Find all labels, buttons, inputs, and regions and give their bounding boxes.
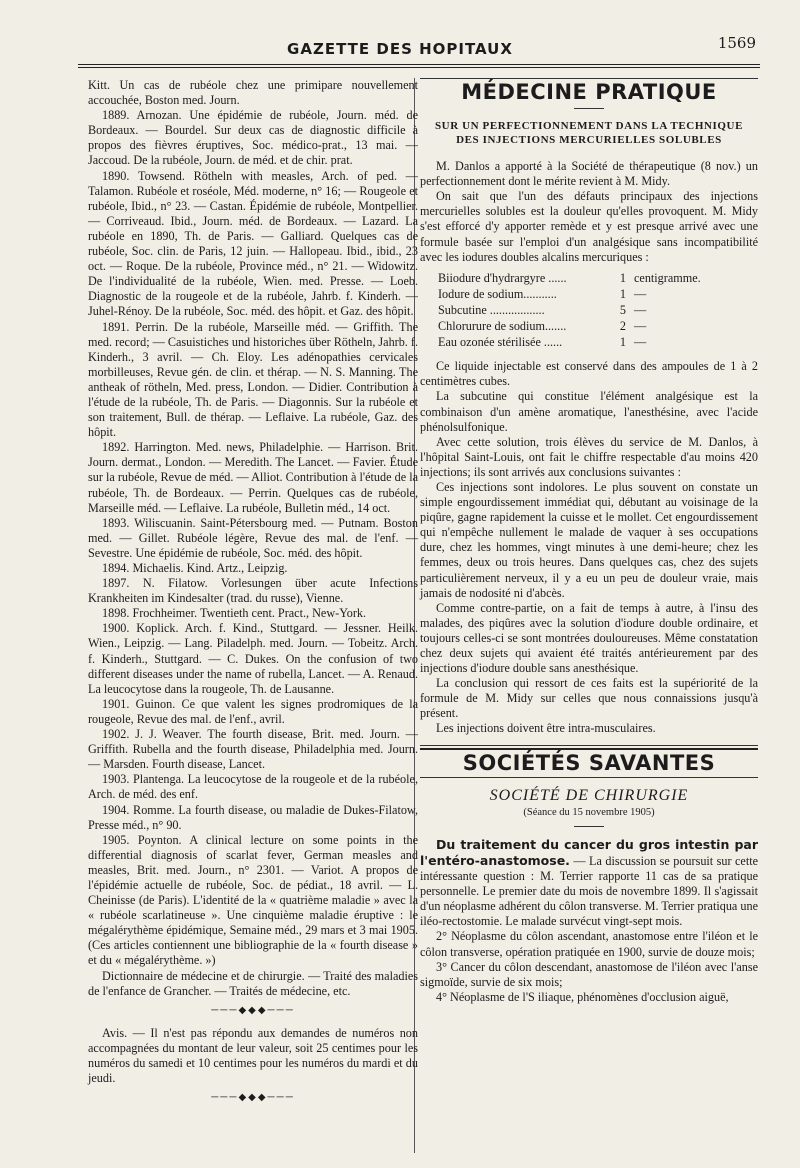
header-rule-double (78, 67, 760, 68)
formula-quantity: 1 (619, 286, 626, 301)
article-paragraph: Avec cette solution, trois élèves du service de M. Danlos, à l'hôpital Saint-Louis, ont fait le chiffre respectable d'au moins 420 injections; ils sont arrivés aux conclusions suivantes : (420, 434, 758, 479)
formula-ingredient: Eau ozonée stérilisée ...... (438, 335, 563, 350)
article-paragraph: Ce liquide injectable est conservé dans des ampoules de 1 à 2 centimètres cubes. (420, 359, 758, 389)
bibliography-entry: 1903. Plantenga. La leucocytose de la rougeole et de la rubéole, Arch. de méd. des enf. (88, 772, 418, 802)
bibliography-entry: 1893. Wiliscuanin. Saint-Pétersbourg med. — Putnam. Boston med. — Gillet. Rubéole légère, Revue des mal. de l'enf. — Sevestre. Une épidémie de rubéole, Soc. méd. des hôpit. (88, 515, 418, 560)
running-header-title: GAZETTE DES HOPITAUX (287, 40, 513, 58)
short-rule (574, 826, 604, 827)
formula-row (438, 287, 705, 303)
article-body: — La discussion se poursuit sur cette intéressante question : M. Terrier rapporte 11 cas de sa pratique personnelle. Le premier date du mois de novembre 1899. Il s'agissait d'un néoplasme adhérent du côlon transverse. M. Terrier pratiqua une iléo-rectostomie. Le malade survécut vingt-sept mois. (420, 853, 759, 929)
bibliography-entry: 1890. Towsend. Rötheln with measles, Arch. of ped. — Talamon. Rubéole et roséole, Méd. moderne, n° 16; — Rougeole et rubéole, Ibid., n° 23. — Castan. Épidémie de rubéole, Montpellier. — Corriveaud. Ibid., Journ. méd. de Bordeaux. — Lazard. La rubéole en 1890, Th. de Paris. — Galliard. Quelques cas de rubéole, Soc. clin. de Paris, 12 juin. — Hallopeau. Ibid., ibid., 23 oct. — Roque. De la rubéole, Province méd., n° 21. — Widowitz. De l'individualité de la rubéole, Wien. med. Presse. — Loeb. Diagnostic de la rougeole et de la rubéole, Jahrb. f. Kinderh. — Juhel-Rénoy. De la rubéole, Soc. méd. des hôpit. et Gaz. des hôpit. (88, 168, 418, 319)
bibliography-entry: 1889. Arnozan. Une épidémie de rubéole, Journ. méd. de Bordeaux. — Bourdel. Sur deux cas de diagnostic difficile à propos des fièvres éruptives, Soc. médico-prat., 13 mai. — Jaccoud. De la rubéole, Journ. de méd. et de chir. prat. (88, 108, 418, 168)
article-paragraph: M. Danlos a apporté à la Société de thérapeutique (8 nov.) un perfectionnement dont le mérite revient à M. Midy. (420, 159, 758, 189)
formula-unit: centigramme. (634, 270, 701, 285)
ornament-divider: ───◆◆◆─── (211, 1004, 295, 1016)
page-number: 1569 (717, 34, 756, 52)
bibliography-entry: Kitt. Un cas de rubéole chez une primipare nouvellement accouchée, Boston med. Journ. (88, 78, 418, 108)
formula-quantity: 1 (619, 335, 626, 350)
subscription-notice: Avis. — Il n'est pas répondu aux demandes de numéros non accompagnées du montant de leur valeur, soit 25 centimes pour les numéros du samedi et 10 centimes pour les numéros du mardi et du jeudi. (88, 1025, 418, 1086)
bibliography-entry: 1901. Guinon. Ce que valent les signes prodromiques de la rougeole, Revue des mal. de l'enf., avril. (88, 696, 418, 726)
formula-quantity: 1 (619, 270, 626, 285)
formula-row (438, 303, 705, 319)
formula-row (438, 271, 705, 287)
article-paragraph: Ces injections sont indolores. Le plus souvent on constate un simple engourdissement immédiat qui, débutant au voisinage de la piqûre, gagne rapidement la cuisse et le mollet. Cet engourdissement qui n'empêche nullement le malade de vaquer à ses occupations dure, chez les hommes, vingt minutes à une demi-heure; chez les femmes, deux ou trois heures. Dans quelques cas, chez des sujets particulièrement nerveux, il y a eu un peu de douleur vraie, mais jamais de nodosité ni d'abcès. (420, 479, 758, 600)
society-name: SOCIÉTÉ DE CHIRURGIE (489, 786, 689, 804)
section-rule-thick (420, 748, 758, 750)
session-date: (Séance du 15 novembre 1905) (523, 806, 655, 818)
header-rule (78, 64, 760, 65)
case-item: 2° Néoplasme du côlon ascendant, anastomose entre l'iléon et le côlon transverse, opération pratiquée en 1900, survie de douze mois; (420, 929, 758, 959)
section-title-societes-savantes: SOCIÉTÉS SAVANTES (462, 750, 716, 775)
article-paragraph: Comme contre-partie, on a fait de temps à autre, à l'insu des malades, des piqûres avec la solution d'iodure double ordinaire, et toujours celles-ci se sont montrées douloureuses. Même constatation chez deux sujets qui avaient été traités antérieurement par des injections d'iodure double sans anesthésique. (420, 600, 758, 676)
short-rule (574, 108, 604, 109)
formula-row (438, 335, 705, 351)
ornament-divider-bottom: ───◆◆◆─── (211, 1092, 295, 1104)
article-lead: Du traitement du cancer du gros intestin par l'entéro-anastomose. (420, 836, 758, 868)
formula-ingredient: Iodure de sodium........... (438, 286, 557, 301)
bibliography-entry: 1902. J. J. Weaver. The fourth disease, Brit. med. Journ. — Griffith. Rubella and the fourth disease, Philadelphia med. Journ. — Marsden. Fourth disease, Lancet. (88, 727, 418, 772)
section-rule (420, 777, 758, 778)
formula-row (438, 319, 705, 335)
article-paragraph: La subcutine qui constitue l'élément analgésique est la combinaison d'un amène aromatique, l'anesthésine, avec l'acide phénolsulfonique. (420, 389, 758, 434)
article-subtitle: SUR UN PERFECTIONNEMENT DANS LA TECHNIQUE DES INJECTIONS MERCURIELLES SOLUBLES (434, 120, 744, 147)
section-rule (420, 78, 758, 79)
case-item: 4° Néoplasme de l'S iliaque, phénomènes d'occlusion aiguë, (436, 989, 729, 1004)
bibliography-entry: 1900. Koplick. Arch. f. Kind., Stuttgard. — Jessner. Heilk. Wien., Leipzig. — Lang. Piladelph. med. Journ. — Tobeitz. Arch. f. Kinderh., Stuttgard. — C. Dukes. On the confusion of two different diseases under the name of rubella, Lancet. — A. Renaud. La leucocytose dans la rougeole, Th. de Lausanne. (88, 621, 418, 696)
bibliography-entry: 1904. Romme. La fourth disease, ou maladie de Dukes-Filatow, Presse méd., n° 90. (88, 802, 418, 832)
formula-ingredient: Biiodure d'hydrargyre ...... (438, 270, 567, 285)
case-item: 3° Cancer du côlon descendant, anastomose de l'iléon avec l'anse sigmoïde, survie de six mois; (420, 959, 758, 989)
formula-quantity: 5 (619, 302, 626, 317)
formula-unit: — (634, 319, 647, 334)
section-rule (420, 745, 758, 746)
section-title-medecine-pratique: MÉDECINE PRATIQUE (461, 80, 717, 104)
formula-unit: — (634, 302, 647, 317)
article-paragraph (420, 837, 758, 930)
article-paragraph: On sait que l'un des défauts principaux des injections mercurielles solubles est la douleur qu'elles provoquent. M. Midy s'est efforcé d'y apporter remède et y est presque arrivé avec une formule basée sur l'emploi d'un analgésique sans incompatibilité avec les iodures doubles alcalins mercuriques : (420, 189, 758, 264)
bibliography-entry: Dictionnaire de médecine et de chirurgie. — Traité des maladies de l'enfance de Grancher. — Traités de médecine, etc. (88, 968, 418, 998)
formula-ingredient: Subcutine .................. (438, 302, 545, 317)
left-column (88, 78, 418, 1113)
right-column (420, 78, 758, 1005)
bibliography-entry: 1897. N. Filatow. Vorlesungen über acute Infections Krankheiten im Kindesalter (trad. du russe), Vienne. (88, 576, 418, 606)
bibliography-entry: 1894. Michaelis. Kind. Artz., Leipzig. (102, 561, 288, 575)
article-paragraph: La conclusion qui ressort de ces faits est la supériorité de la formule de M. Midy sur celles que nous connaissions jusqu'à présent. (420, 676, 758, 721)
formula-table (438, 271, 705, 351)
article-paragraph: Les injections doivent être intra-musculaires. (436, 721, 656, 736)
bibliography-entry: 1891. Perrin. De la rubéole, Marseille méd. — Griffith. The med. record; — Casuistiches und historiches über Rötheln, Jahrb. f. Kinderh., 3 avril. — Ch. Eloy. Les adénopathies cervicales morbilleuses, Revue gén. de clin. et thérap. — N. S. Manning. The antheak of rötheln, Med. press, London. — Didier. Contribution à l'étude de la rubéole, Th. de Paris. — Diagonnis. Sur la rubéole et son traitement, Bull. de thérap. — Leflaive. La rubéole, Gaz. des hôpit. (88, 319, 419, 440)
formula-ingredient: Chlorurure de sodium....... (438, 319, 567, 334)
bibliography-entry: 1898. Frochheimer. Twentieth cent. Pract., New-York. (102, 606, 367, 621)
formula-quantity: 2 (619, 319, 626, 334)
formula-unit: — (634, 335, 647, 350)
formula-unit: — (634, 286, 647, 301)
bibliography-entry: 1905. Poynton. A clinical lecture on some points in the differential diagnosis of scarlat fever, German measles and measles, Brit. med. Journ., n° 2301. — Variot. A propos de l'épidémie actuelle de rubéole, Soc. de pédiat., 18 avril. — L. Cheinisse (de Paris). L'identité de la « quatrième maladie » avec la « rubéole scarlatineuse ». Une cinquième maladie éruptive : le mégalérythème épidémique, Semaine méd., 29 mars et 3 mai 1905. (Ces articles contiennent une bibliographie de la « fourth disease » et du « mégalérythème. ») (88, 832, 418, 968)
bibliography-entry: 1892. Harrington. Med. news, Philadelphie. — Harrison. Brit. Journ. dermat., London. — Meredith. The Lancet. — Favier. Étude sur la rubéole, Revue de méd. — Alliot. Contribution à l'étude de la rubéole, Th. de Bordeaux. — Perrin. Quelques cas de rubéole, Marseille méd. — Leflaive. La rubéole, Bulletin méd., 14 oct. (88, 440, 418, 515)
